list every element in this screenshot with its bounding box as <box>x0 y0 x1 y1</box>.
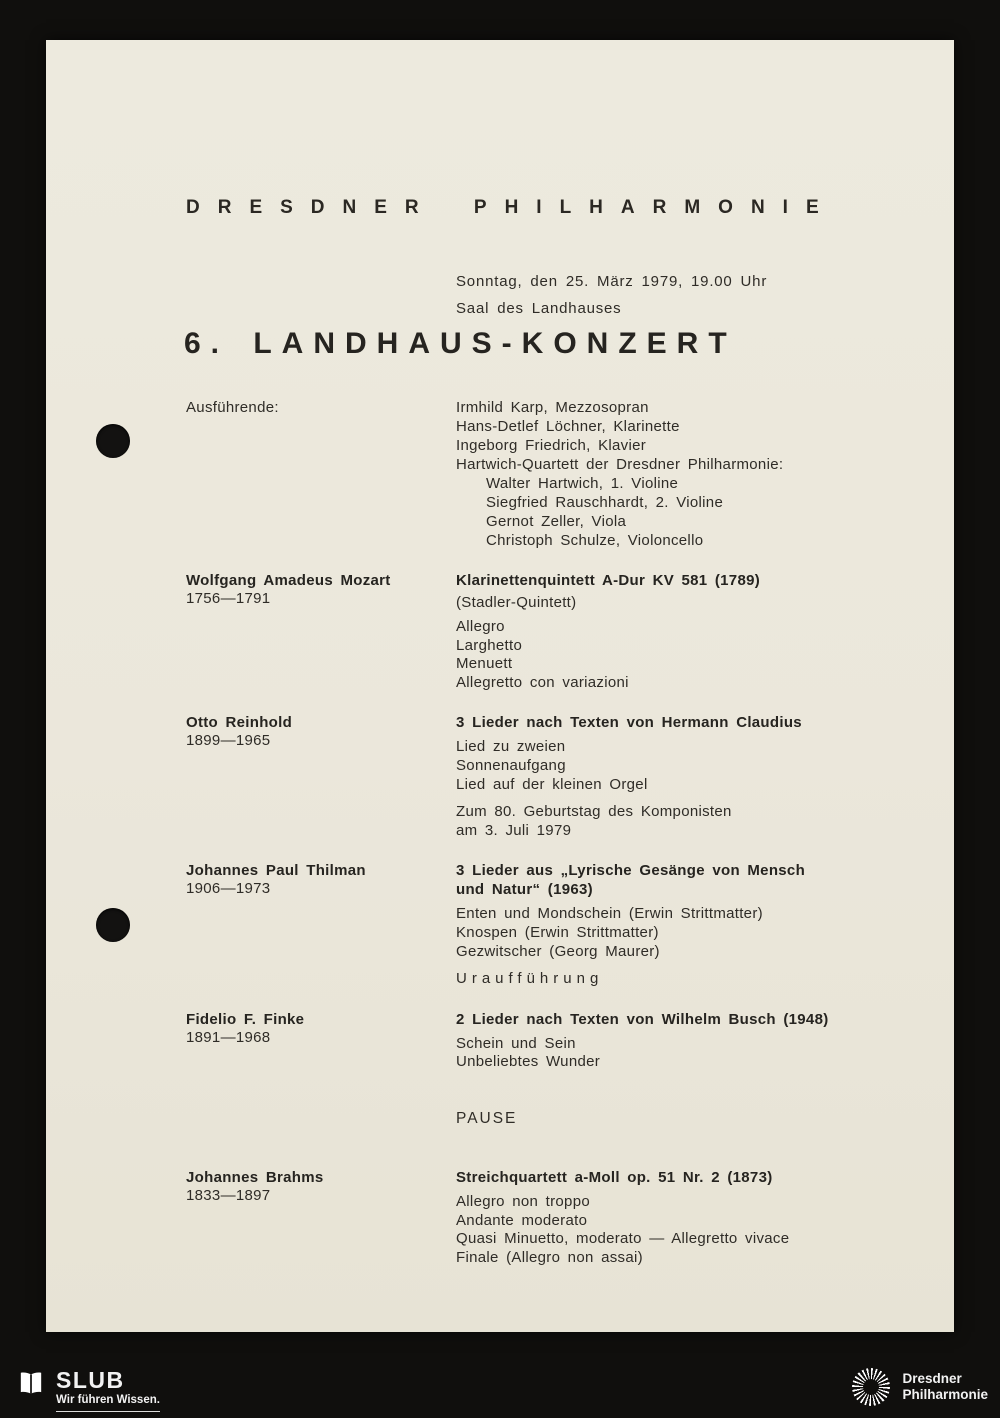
slub-tagline: Wir führen Wissen. <box>56 1394 160 1406</box>
movement-line: Menuett <box>456 655 513 673</box>
performer-line: Irmhild Karp, Mezzosopran <box>456 399 649 416</box>
pause-spacer <box>186 1109 456 1128</box>
work-notes <box>456 970 898 989</box>
performers-label: Ausführende: <box>186 399 279 416</box>
note-line: Zum 80. Geburtstag des Komponisten <box>456 803 732 821</box>
slub-logo[interactable] <box>16 1368 160 1412</box>
work-subtitle: (Stadler-Quintett) <box>456 594 577 611</box>
slub-wordmark <box>56 1368 160 1412</box>
work-column <box>456 861 898 988</box>
movement-line: Schein und Sein <box>456 1034 576 1052</box>
movement-line: Andante moderato <box>456 1211 588 1229</box>
performers-section <box>186 398 894 550</box>
movement-line: Knospen (Erwin Strittmatter) <box>456 923 659 941</box>
composer-name: Otto Reinhold <box>186 714 293 732</box>
movement-list <box>456 738 898 794</box>
philharmonie-logo[interactable] <box>852 1368 988 1406</box>
performer-line: Hartwich-Quartett der Dresdner Philharmonie: <box>456 456 784 473</box>
pause-row <box>186 1109 898 1128</box>
work-column <box>456 1010 898 1072</box>
movement-list <box>456 1193 898 1267</box>
work-title-line: und Natur“ (1963) <box>456 881 593 899</box>
performer-line: Christoph Schulze, Violoncello <box>486 532 704 549</box>
performers-list <box>456 398 894 550</box>
composer-column <box>186 713 456 840</box>
composer-name: Johannes Paul Thilman <box>186 862 366 880</box>
work-title <box>456 1168 898 1187</box>
performer-line: Gernot Zeller, Viola <box>486 513 627 530</box>
program-item <box>186 713 898 840</box>
work-column <box>456 571 898 692</box>
composer-column <box>186 571 456 692</box>
composer-dates: 1906—1973 <box>186 880 271 898</box>
movement-line: Lied zu zweien <box>456 738 566 756</box>
performer-line: Hans-Detlef Löchner, Klarinette <box>456 418 680 435</box>
movement-line: Sonnenaufgang <box>456 756 566 774</box>
composer-column <box>186 861 456 988</box>
program-item <box>186 571 898 692</box>
scanned-program-page <box>46 40 954 1332</box>
movement-line: Larghetto <box>456 636 523 654</box>
book-icon <box>16 1368 46 1398</box>
movement-line: Finale (Allegro non assai) <box>456 1248 643 1266</box>
work-title-line: 3 Lieder aus „Lyrische Gesänge von Mensch <box>456 862 806 880</box>
program-item <box>186 861 898 988</box>
composer-dates: 1756—1791 <box>186 590 271 607</box>
work-title <box>456 1010 898 1029</box>
composer-name: Johannes Brahms <box>186 1168 324 1186</box>
work-title <box>456 571 898 590</box>
performer-line: Siegfried Rauschhardt, 2. Violine <box>486 494 724 511</box>
concert-title: 6. LANDHAUS-KONZERT <box>184 327 737 360</box>
composer-name: Fidelio F. Finke <box>186 1010 305 1028</box>
program-list <box>186 571 898 1267</box>
composer-column <box>186 1168 456 1267</box>
movement-line: Allegro non troppo <box>456 1192 590 1210</box>
philharmonie-wordmark <box>902 1371 988 1403</box>
work-column <box>456 713 898 840</box>
work-title <box>456 861 898 899</box>
work-title-line: 2 Lieder nach Texten von Wilhelm Busch (1948) <box>456 1010 829 1028</box>
movement-line: Unbeliebtes Wunder <box>456 1053 601 1071</box>
work-title-line: 3 Lieder nach Texten von Hermann Claudius <box>456 714 802 732</box>
movement-line: Quasi Minuetto, moderato — Allegretto vivace <box>456 1230 790 1248</box>
program-item <box>186 1010 898 1072</box>
program-item <box>186 1168 898 1267</box>
movement-line: Gezwitscher (Georg Maurer) <box>456 942 660 960</box>
movement-line: Lied auf der kleinen Orgel <box>456 775 648 793</box>
movement-list <box>456 618 898 692</box>
performer-line: Ingeborg Friedrich, Klavier <box>456 437 647 454</box>
performer-line: Walter Hartwich, 1. Violine <box>486 475 679 492</box>
philharmonie-name-line1: Dresdner <box>902 1371 962 1386</box>
movement-line: Enten und Mondschein (Erwin Strittmatter) <box>456 905 763 923</box>
work-column <box>456 1168 898 1267</box>
movement-list <box>456 1035 898 1072</box>
program-document <box>46 40 954 1332</box>
note-line: Uraufführung <box>456 970 604 988</box>
masthead: DRESDNER PHILHARMONIE <box>186 197 837 218</box>
composer-dates: 1899—1965 <box>186 732 271 750</box>
work-title-line: Klarinettenquintett A-Dur KV 581 (1789) <box>456 572 761 589</box>
work-title <box>456 713 898 732</box>
composer-dates: 1833—1897 <box>186 1186 271 1204</box>
work-notes <box>456 803 898 840</box>
pause-label: PAUSE <box>456 1109 518 1127</box>
venue-line: Saal des Landhauses <box>456 300 622 317</box>
slub-name: SLUB <box>56 1367 125 1393</box>
philharmonie-name-line2: Philharmonie <box>902 1387 988 1402</box>
sunburst-icon <box>852 1368 890 1406</box>
composer-dates: 1891—1968 <box>186 1028 271 1046</box>
note-line: am 3. Juli 1979 <box>456 821 572 839</box>
viewer-footer <box>0 1358 1000 1418</box>
date-line: Sonntag, den 25. März 1979, 19.00 Uhr <box>456 273 768 290</box>
event-details <box>456 268 767 322</box>
work-title-line: Streichquartett a-Moll op. 51 Nr. 2 (1873) <box>456 1168 773 1186</box>
composer-column <box>186 1010 456 1072</box>
movement-list <box>456 905 898 961</box>
movement-line: Allegretto con variazioni <box>456 673 629 691</box>
movement-line: Allegro <box>456 618 505 635</box>
composer-name: Wolfgang Amadeus Mozart <box>186 572 391 589</box>
